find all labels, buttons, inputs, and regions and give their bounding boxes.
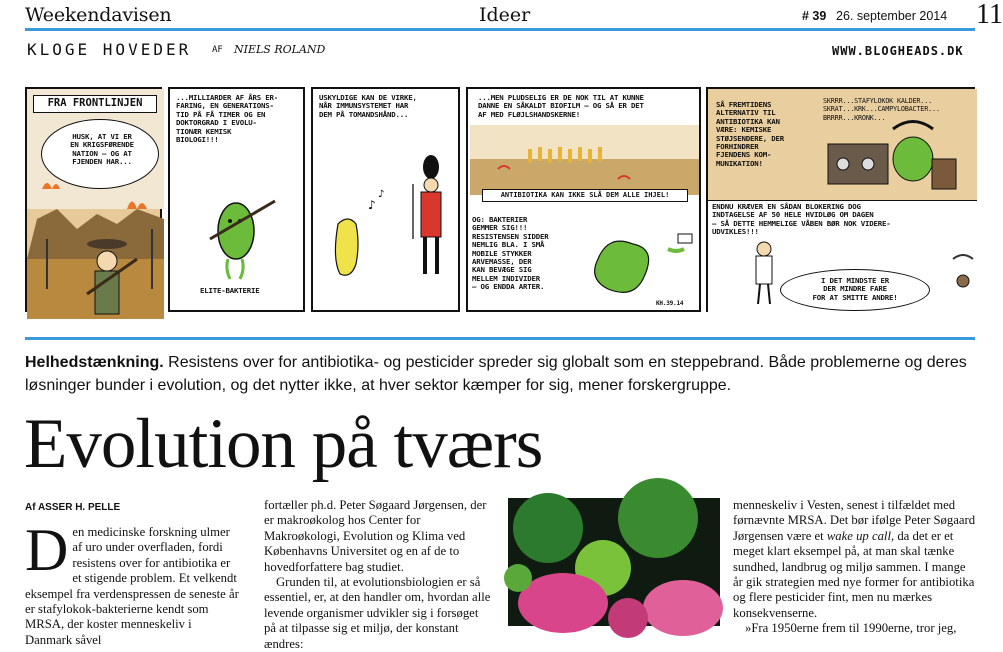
panel5-caption: SÅ FREMTIDENS ALTERNATIV TIL ANTIBIOTIKA KAN VÆRE: KEMISKE STØJSENDERE, DER FORHINDRER FJENDENS KOM- MUNIKATION! [716,100,784,168]
bacteria-micrograph-illustration [508,498,720,626]
panel4-caption2: OG: BAKTERIER GEMMER SIG!!! RESISTENSEN SIDDER NEMLIG BLA. I SMÅ MOBILE STYKKER ARVEMASSE, DER KAN BEVÆGE SIG MELLEM INDIVIDER – OG ENDDA ARTER. [472,215,549,292]
newspaper-name: Weekendavisen [25,4,172,26]
column-4-paragraph-1: menneskeliv i Vesten, senest i tilfældet med førnævnte MRSA. Det bør ifølge Peter Søgaard Jørgensen være et wake up call, da det er et meget klart eksempel på, at man skal tænke sundhed, landbrug og miljø sammen. I mange år gik strategien med nye former for antibiotika og flere pesticider fint, men nu mærkes konsekvenserne. [733,498,976,620]
panel4-box-label: ANTIBIOTIKA KAN IKKE SLÅ DEM ALLE IHJEL! [482,189,688,202]
panel5-radio-text: SKRRR...STAFYLOKOK KALDER... SKRAT...KRK...CAMPYLOBACTER... BRRRR...KRONK... [823,97,940,122]
article-column-2 [264,498,492,652]
panel5-divider [708,200,977,201]
svg-text:♪: ♪ [368,198,376,212]
panel5-bubble-text: I DET MINDSTE ER DER MINDRE FARE FOR AT SMITTE ANDRE! [812,276,898,302]
column-4-paragraph-2: »Fra 1950erne frem til 1990erne, tror jeg, [745,621,957,636]
panel4-signature: KH.39.14 [656,300,684,307]
panel5-caption2: ENDNU KRÆVER EN SÅDAN BLOKERING DOG INDTAGELSE AF 50 HELE HVIDLØG OM DAGEN – SÅ DETTE HEMMELIGE VÅBEN BØR NOK VIDERE- UDVIKLES!!! [712,202,891,237]
comic-panel-3 [311,87,460,312]
article-photo [508,498,720,626]
panel1-bubble-text: HUSK, AT VI ER EN KRIGSFØRENDE NATION – OG AT FJENDEN HAR... [70,132,134,167]
comic-panel-1 [25,87,162,312]
panel2-label: ELITE-BAKTERIE [200,286,260,295]
comic-panel-2 [168,87,305,312]
lede-text: Resistens over for antibiotika- og pesticider spreder sig globalt som en steppebrand. Både problemerne og deres løsninger bunder i evolution, og det nytter ikke, at hver sektor kæmper for sig, mener forskergruppe. [25,354,967,394]
panel2-caption: ...MILLIARDER AF ÅRS ER- FARING, EN GENERATIONS- TID PÅ FÅ TIMER OG EN DOKTORGRAD I EVOLU- TIONÆR KEMISK BIOLOGI!!! [176,93,278,145]
strip-url: WWW.BLOGHEADS.DK [832,44,964,58]
strip-by-label: AF [212,45,223,55]
panel3-caption: USKYLDIGE KAN DE VIRKE, NÅR IMMUNSYSTEMET HAR DEM PÅ TOMANDSHÅND... [319,93,417,119]
comic-panel-5 [706,87,975,312]
masthead-rule [25,28,975,31]
lede-kicker: Helhedstænkning. [25,354,164,371]
page-number: 11 [976,0,1003,30]
column-1-text: en medicinske forskning ulmer af uro under overfladen, fordi resistens over for antibiotika er et stigende problem. Et velkendt eksempel fra verdenspressen de seneste år er stafylokok-bakterierne kendt som MRSA, der koster menneskeliv i Danmark såvel [25,525,239,647]
svg-text:♪: ♪ [378,189,385,200]
article-column-4 [733,498,978,637]
article-column-1 [25,517,240,648]
comic-bottom-rule [25,337,975,340]
drop-cap: D [25,517,69,583]
strip-title: KLOGE HOVEDER [27,40,192,59]
comic-panel-4 [466,87,701,312]
column-2-paragraph-1: fortæller ph.d. Peter Søgaard Jørgensen, der er makroøkolog hos Center for Makroøkologi, Evolution og Klima ved Københavns Universitet og en af de to hovedforfattere bag studiet. [264,498,487,574]
article-byline: Af ASSER H. PELLE [25,502,121,513]
section-name: Ideer [479,4,531,26]
column-2-paragraph-2: Grunden til, at evolutionsbiologien er så essentiel, er, at den handler om, hvordan alle levende organismer udvikler sig i forsøget på at tilpasse sig et miljø, der konstant ændres: [264,575,491,651]
article-lede [25,351,980,397]
panel4-caption: ...MEN PLUDSELIG ER DE NOK TIL AT KUNNE DANNE EN SÅKALDT BIOFILM – OG SÅ ER DET AF MED FLØJLSHANDSKERNE! [478,93,644,119]
masthead [25,0,1003,30]
panel1-banner: FRA FRONTLINJEN [33,95,157,113]
article-headline: Evolution på tværs [24,405,543,483]
publication-date: 26. september 2014 [836,9,948,23]
strip-author: NIELS ROLAND [234,43,326,56]
guard-and-bacterium-illustration [313,89,462,314]
issue-number: # 39 [802,9,827,23]
